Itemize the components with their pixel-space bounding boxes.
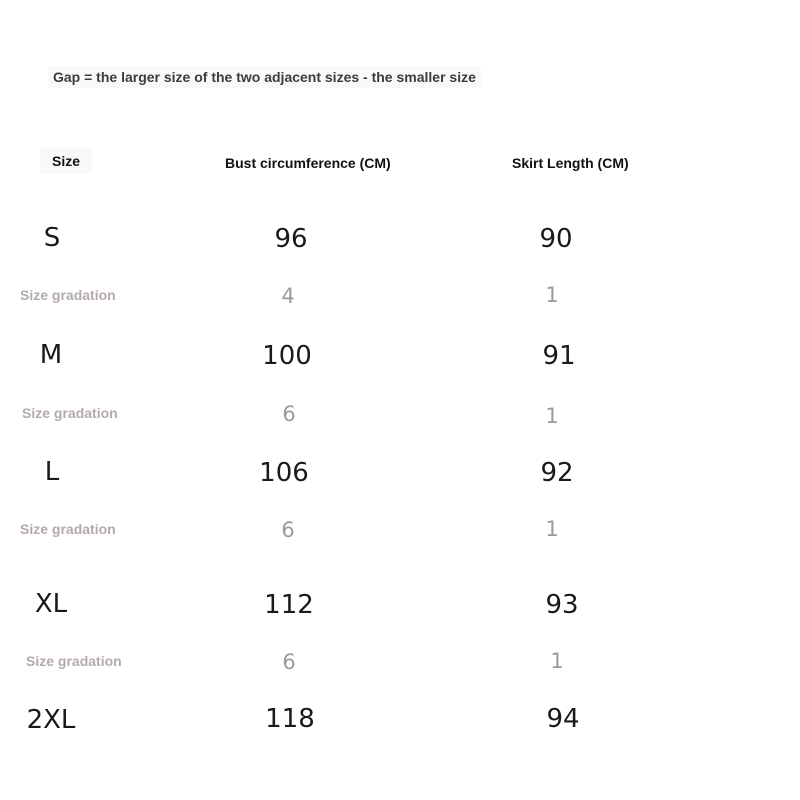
skirt-value: 92 bbox=[540, 458, 574, 488]
bust-value: 106 bbox=[259, 458, 309, 488]
size-gradation-label: Size gradation bbox=[22, 405, 118, 421]
bust-column-header: Bust circumference (CM) bbox=[225, 155, 391, 171]
skirt-gradation-value: 1 bbox=[545, 404, 559, 428]
size-label: M bbox=[39, 340, 63, 370]
bust-gradation-value: 6 bbox=[281, 518, 295, 542]
bust-value: 96 bbox=[274, 224, 308, 254]
skirt-value: 90 bbox=[539, 224, 573, 254]
size-label: 2XL bbox=[26, 705, 76, 735]
size-gradation-label: Size gradation bbox=[20, 287, 116, 303]
bust-gradation-value: 6 bbox=[282, 402, 296, 426]
bust-gradation-value: 4 bbox=[281, 284, 295, 308]
skirt-value: 91 bbox=[542, 341, 576, 371]
skirt-gradation-value: 1 bbox=[545, 283, 559, 307]
size-label: S bbox=[43, 223, 61, 253]
size-label: XL bbox=[34, 589, 68, 619]
skirt-value: 93 bbox=[545, 590, 579, 620]
size-gradation-label: Size gradation bbox=[20, 521, 116, 537]
gap-definition-note: Gap = the larger size of the two adjacent sizes - the smaller size bbox=[48, 66, 481, 88]
bust-value: 100 bbox=[262, 341, 312, 371]
bust-value: 118 bbox=[265, 704, 315, 734]
skirt-column-header: Skirt Length (CM) bbox=[512, 155, 629, 171]
size-column-header: Size bbox=[40, 148, 92, 174]
bust-gradation-value: 6 bbox=[282, 650, 296, 674]
skirt-gradation-value: 1 bbox=[550, 649, 564, 673]
size-gradation-label: Size gradation bbox=[26, 653, 122, 669]
skirt-gradation-value: 1 bbox=[545, 517, 559, 541]
size-label: L bbox=[44, 457, 60, 487]
skirt-value: 94 bbox=[546, 704, 580, 734]
bust-value: 112 bbox=[264, 590, 314, 620]
